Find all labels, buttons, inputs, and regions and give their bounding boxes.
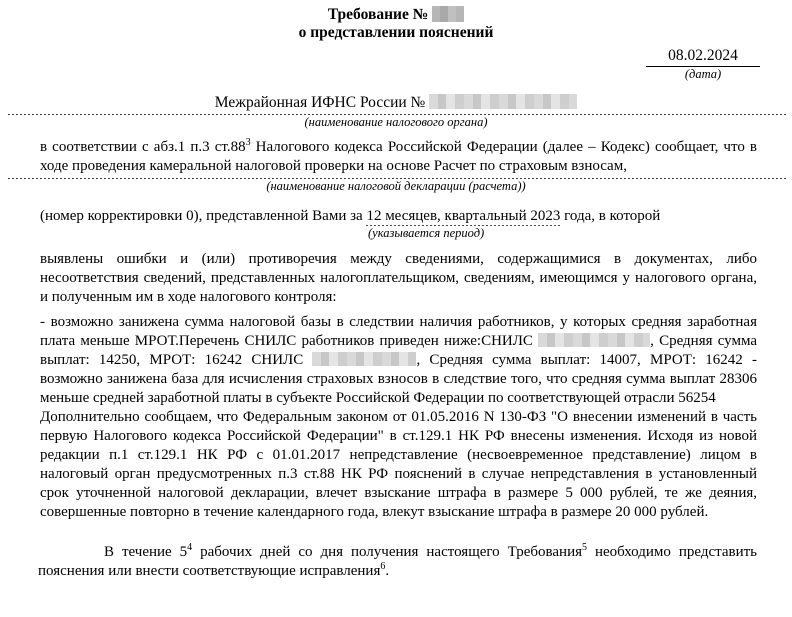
deadline-paragraph	[38, 543, 757, 581]
deadline-text-2: рабочих дней со дня получения настоящего Требования	[192, 544, 583, 560]
footnote-ref-6: 6	[380, 561, 386, 572]
intro-paragraph	[40, 138, 757, 176]
redacted-snils-2	[312, 352, 416, 366]
period-text-after: года, в которой	[560, 208, 661, 224]
footnote-ref-5: 5	[582, 542, 588, 553]
date-block	[0, 46, 792, 82]
authority-name-prefix: Межрайонная ИФНС России №	[214, 94, 426, 111]
findings-text-2: , Средняя сумма выплат: 14250, МРОТ: 16242 СНИЛС	[40, 333, 757, 368]
declaration-caption: (наименование налоговой декларации (расчета))	[266, 179, 526, 193]
period-text-before: (номер корректировки 0), представленной Вами за	[40, 208, 367, 224]
period-value: 12 месяцев, квартальный 2023	[366, 208, 561, 224]
intro-text-1: в соответствии с абз.1 п.3 ст.88	[40, 139, 246, 155]
additional-paragraph: Дополнительно сообщаем, что Федеральным законом от 01.05.2016 N 130-ФЗ "О внесении изменений в часть первую Налогового кодекса Российской Федерации" в ст.129.1 НК РФ внесены изменения. Исходя из новой редакции п.1 ст.129.1 НК РФ с 01.01.2017 непредставление (несвоевременное представление) лицом в налоговый орган предусмотренных п.3 ст.88 НК РФ пояснений в случае непредставления в установленный срок уточненной налоговой декларации, влечет взыскание штрафа в размере 5 000 рублей, те же деяния, совершенные повторно в течение календарного года, влекут взыскание штрафа в размере 20 000 рублей.	[40, 409, 757, 520]
authority-name-line	[0, 93, 792, 112]
period-block	[0, 207, 792, 241]
findings-text-1: - возможно занижена сумма налоговой базы в следствии наличия работников, у которых средняя заработная плата меньше МРОТ.Перечень СНИЛС работников приведен ниже:СНИЛС	[40, 314, 757, 349]
findings-paragraph	[40, 313, 757, 408]
deadline-text-4: .	[385, 563, 390, 579]
document-title	[0, 6, 792, 42]
date-caption: (дата)	[684, 67, 722, 81]
authority-block	[0, 93, 792, 130]
findings-text-3: , Средняя сумма выплат: 14007, МРОТ: 16242 - возможно занижена база для исчисления страховых взносов в следствие того, что средняя сумма выплат 28306 меньше средней заработной платы в субъекте Российской Федерации по соответствующей отрасли 56254	[40, 352, 757, 406]
intro-text-2: Налогового кодекса Российской Федерации (далее – Кодекс) сообщает, что в ходе проведения камеральной налоговой проверки на основе Расчет по страховым взносам,	[40, 139, 757, 174]
footnote-ref-4: 4	[187, 542, 193, 553]
redacted-snils-1	[538, 333, 650, 347]
period-caption: (указывается период)	[368, 226, 485, 240]
footnote-ref-3: 3	[245, 137, 251, 148]
title-line-2: о представлении пояснений	[298, 24, 494, 41]
authority-caption: (наименование налогового органа)	[304, 115, 488, 129]
redacted-authority-number	[429, 94, 577, 109]
redacted-requirement-number	[432, 6, 464, 22]
title-line-1	[0, 6, 792, 24]
date-value: 08.02.2024	[646, 46, 760, 67]
errors-paragraph: выявлены ошибки и (или) противоречия между сведениями, содержащимися в документах, либо несоответствия сведений, представленных налогоплательщиком, сведениям, имеющимся у налогового органа, и полученным им в ходе налогового контроля:	[40, 251, 757, 305]
deadline-text-1: В течение 5	[104, 544, 188, 560]
period-line	[40, 207, 757, 226]
intro-block	[0, 138, 792, 194]
title-prefix: Требование №	[327, 6, 429, 23]
deadline-text-3: необходимо представить пояснения или внести соответствующие исправления	[38, 544, 758, 579]
